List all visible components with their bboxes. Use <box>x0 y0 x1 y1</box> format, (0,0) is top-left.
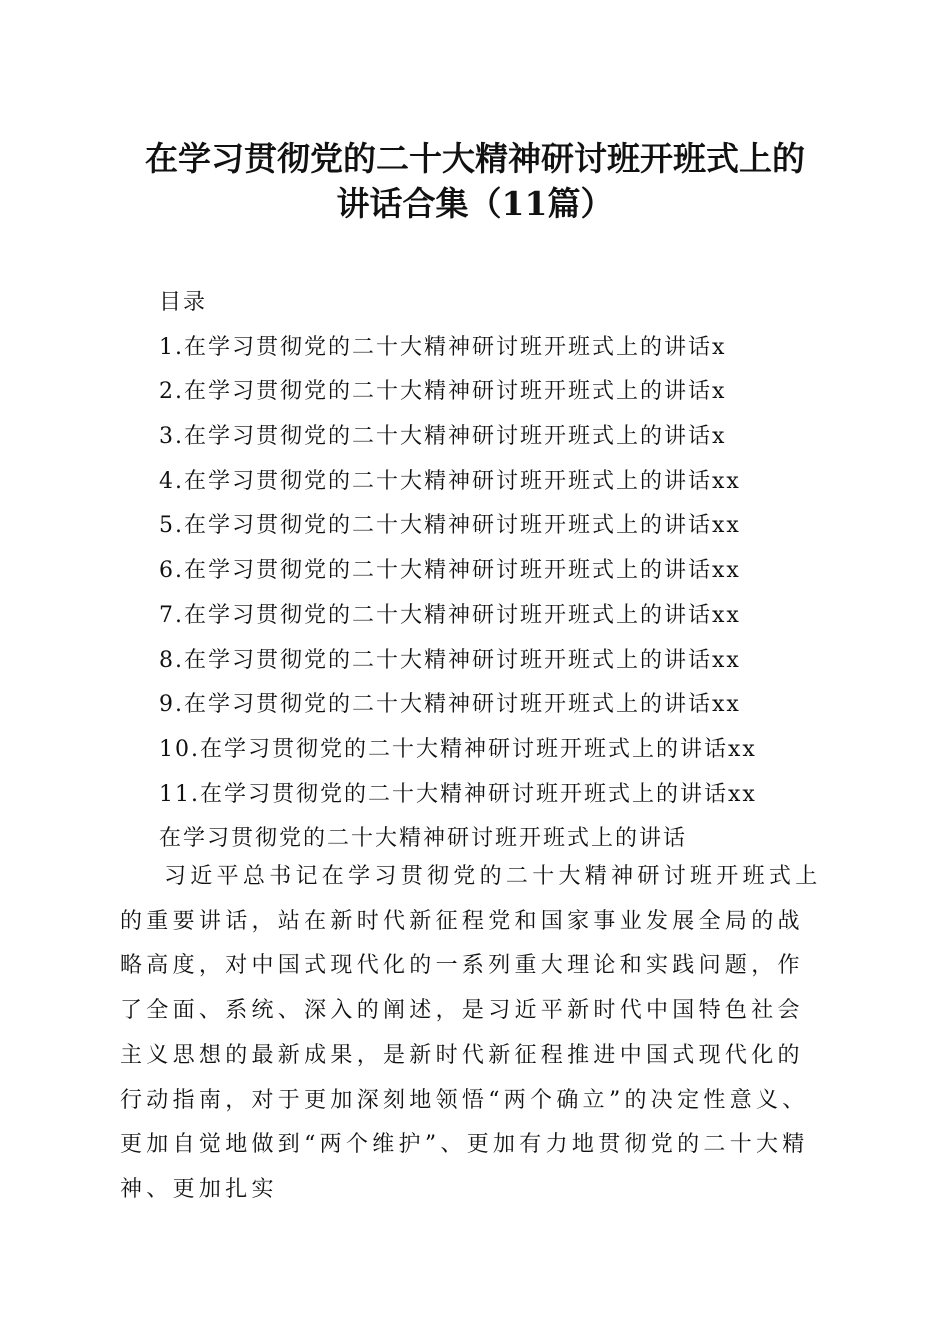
toc-item: 8.在学习贯彻党的二十大精神研讨班开班式上的讲话xx <box>159 647 741 673</box>
toc-item: 1.在学习贯彻党的二十大精神研讨班开班式上的讲话x <box>159 334 727 360</box>
toc-item: 3.在学习贯彻党的二十大精神研讨班开班式上的讲话x <box>159 424 727 450</box>
toc-item: 6.在学习贯彻党的二十大精神研讨班开班式上的讲话xx <box>159 558 741 584</box>
toc-heading: 目录 <box>159 290 208 315</box>
table-of-contents <box>159 281 839 862</box>
toc-item: 5.在学习贯彻党的二十大精神研讨班开班式上的讲话xx <box>159 513 741 539</box>
title-line-1: 在学习贯彻党的二十大精神研讨班开班式上的 <box>145 139 805 178</box>
toc-item: 10.在学习贯彻党的二十大精神研讨班开班式上的讲话xx <box>159 736 757 762</box>
toc-item: 9.在学习贯彻党的二十大精神研讨班开班式上的讲话xx <box>159 692 741 718</box>
toc-item: 11.在学习贯彻党的二十大精神研讨班开班式上的讲话xx <box>159 781 757 807</box>
title-line-2: 讲话合集（11篇） <box>336 184 614 223</box>
section-heading: 在学习贯彻党的二十大精神研讨班开班式上的讲话 <box>159 826 688 852</box>
toc-item: 7.在学习贯彻党的二十大精神研讨班开班式上的讲话xx <box>159 602 741 628</box>
body-paragraph: 习近平总书记在学习贯彻党的二十大精神研讨班开班式上的重要讲话，站在新时代新征程党和国家事业发展全局的战略高度，对中国式现代化的一系列重大理论和实践问题，作了全面、系统、深入的阐述，是习近平新时代中国特色社会主义思想的最新成果，是新时代新征程推进中国式现代化的行动指南，对于更加深刻地领悟“两个确立”的决定性意义、更加自觉地做到“两个维护”、更加有力地贯彻党的二十大精神、更加扎实 <box>120 864 822 1202</box>
toc-item: 2.在学习贯彻党的二十大精神研讨班开班式上的讲话x <box>159 379 727 405</box>
toc-item: 4.在学习贯彻党的二十大精神研讨班开班式上的讲话xx <box>159 468 741 494</box>
document-title <box>0 136 950 226</box>
